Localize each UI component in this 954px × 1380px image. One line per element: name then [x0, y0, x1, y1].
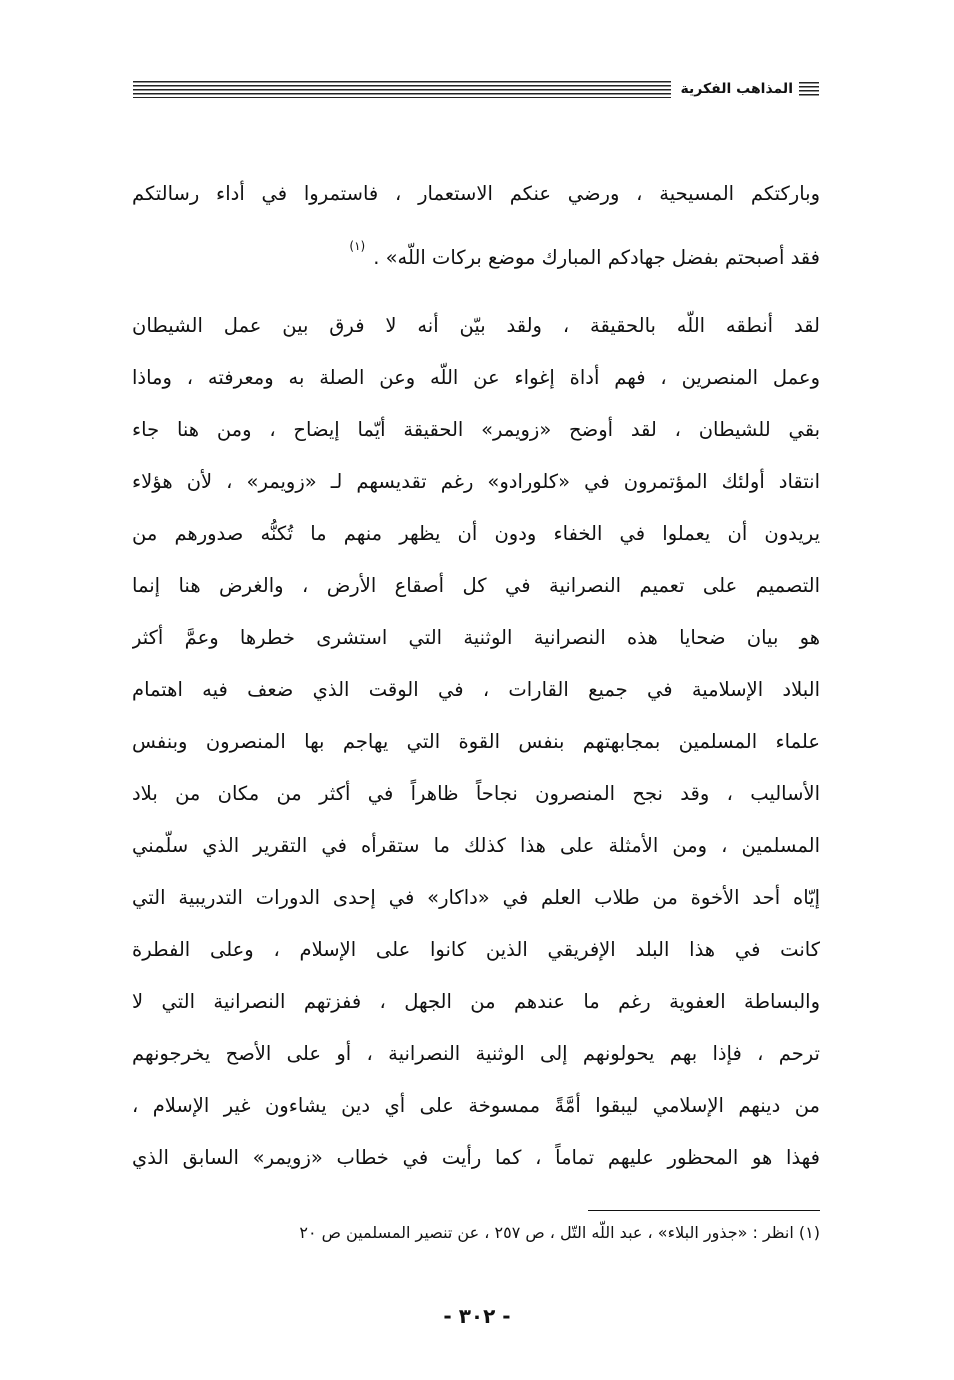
text-line: لقد أنطقه اللّه بالحقيقة ، ولقد بيّن أنه لا فرق بين عمل الشيطان	[132, 314, 820, 337]
text-line: البلاد الإسلامية في جميع القارات ، في الوقت الذي ضعف فيه اهتمام	[132, 678, 820, 701]
running-header	[133, 74, 819, 104]
running-header-title: المذاهب الفكرية	[680, 81, 793, 97]
footnote-marker: (١)	[349, 239, 366, 253]
text-line: هو بيان ضحايا هذه النصرانية الوثنية التي استشرى خطرها وعمَّ أكثر	[132, 626, 820, 649]
paragraph-2	[132, 300, 820, 1184]
page-number: - ٣٠٢ -	[443, 1304, 511, 1328]
text-line: التصميم على تعميم النصرانية في كل أصقاع الأرض ، والغرض هنا إنما	[132, 574, 820, 597]
paragraph-1	[132, 168, 820, 272]
text-line: المسلمين ، ومن الأمثلة على هذا كذلك ما ستقرأه في التقرير الذي سلّمني	[132, 834, 820, 857]
text-line: بقي للشيطان ، لقد أوضح «زويمر» الحقيقة أيّما إيضاح ، ومن هنا جاء	[132, 418, 820, 441]
text-line: يريدون أن يعملوا في الخفاء ودون أن يظهر منهم ما تُكنُّه صدورهم من	[132, 522, 820, 545]
text-line: إيّاه أحد الأخوة من طلاب العلم في «داكار» في إحدى الدورات التدريبية التي	[132, 886, 820, 909]
header-ornament-icon	[799, 82, 819, 96]
text-line: من دينهم الإسلامي ليبقوا أمَّةً ممسوخة على أي دين يشاءون غير الإسلام ،	[132, 1094, 820, 1117]
text-line-content: فقد أصبحتم بفضل جهادكم المبارك موضع بركات اللّه» .	[373, 246, 820, 269]
text-line: والبساطة العفوية رغم ما عندهم من الجهل ، ففزتهم النصرانية التي لا	[132, 990, 820, 1013]
header-rule-lines	[133, 81, 671, 98]
text-line: علماء المسلمين بمجابهتهم بنفس القوة التي يهاجم بها المنصرون وبنفس	[132, 730, 820, 753]
text-line: وعمل المنصرين ، فهم أداة إغواء عن اللّه وعن الصلة به ومعرفته ، وماذا	[132, 366, 820, 389]
text-line: الأساليب ، وقد نجح المنصرون نجاحاً ظاهراً في أكثر من مكان من بلاد	[132, 782, 820, 805]
footnote: (١) انظر : «جذور البلاء» ، عبد اللّه التّل ، ص ٢٥٧ ، عن تنصير المسلمين ص ٢٠	[299, 1223, 820, 1242]
body-text	[132, 168, 820, 1184]
text-line: فهذا هو المحظور عليهم تماماً ، كما رأيت في خطاب «زويمر» السابق الذي	[132, 1146, 820, 1169]
text-line: وباركتكم المسيحية ، ورضي عنكم الاستعمار ، فاستمروا في أداء رسالتكم	[132, 182, 820, 205]
footnote-separator	[588, 1210, 820, 1211]
paragraph-gap	[132, 272, 820, 300]
text-line: ترحم ، فإذا بهم يحولونهم إلى الوثنية النصرانية ، أو على الأصح يخرجونهم	[132, 1042, 820, 1065]
text-line	[132, 220, 820, 272]
text-line: انتقاد أولئك المؤتمرون في «كلورادو» رغم تقديسهم لـ «زويمر» ، لأن هؤلاء	[132, 470, 820, 493]
text-line: كانت في هذا البلد الإفريقي الذين كانوا على الإسلام ، وعلى الفطرة	[132, 938, 820, 961]
